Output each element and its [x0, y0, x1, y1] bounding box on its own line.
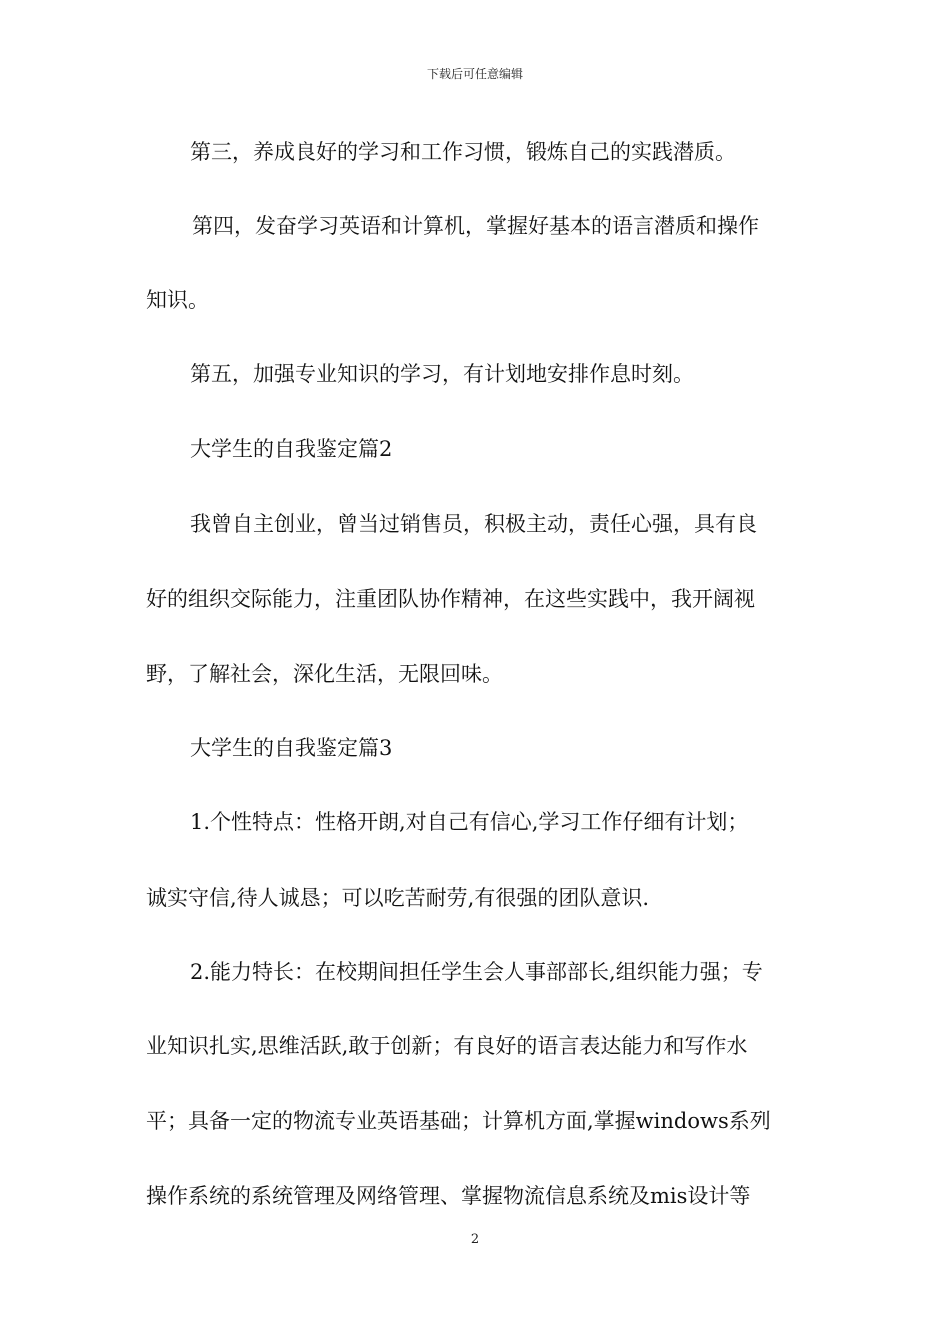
paragraph-line: 第四，发奋学习英语和计算机，掌握好基本的语言潜质和操作 — [192, 214, 759, 238]
paragraph-line: 第五，加强专业知识的学习，有计划地安排作息时刻。 — [190, 362, 694, 386]
paragraph-line: 我曾自主创业，曾当过销售员，积极主动，责任心强，具有良 — [190, 512, 757, 536]
paragraph-line: 诚实守信,待人诚恳；可以吃苦耐劳,有很强的团队意识. — [146, 886, 650, 910]
paragraph-line: 1.个性特点：性格开朗,对自己有信心,学习工作仔细有计划； — [190, 810, 749, 834]
paragraph-line: 操作系统的系统管理及网络管理、掌握物流信息系统及mis设计等 — [146, 1184, 751, 1208]
section-heading: 大学生的自我鉴定篇3 — [190, 736, 393, 760]
paragraph-line: 野，了解社会，深化生活，无限回味。 — [146, 662, 503, 686]
page-header: 下载后可任意编辑 — [426, 67, 523, 81]
paragraph-line: 业知识扎实,思维活跃,敢于创新；有良好的语言表达能力和写作水 — [146, 1034, 748, 1058]
page-number: 2 — [470, 1232, 480, 1247]
paragraph-line: 知识。 — [146, 288, 209, 312]
paragraph-line: 平；具备一定的物流专业英语基础；计算机方面,掌握windows系列 — [146, 1109, 771, 1133]
section-heading: 大学生的自我鉴定篇2 — [190, 437, 393, 461]
paragraph-line: 2.能力特长：在校期间担任学生会人事部部长,组织能力强；专 — [190, 960, 763, 984]
paragraph-line: 好的组织交际能力，注重团队协作精神，在这些实践中，我开阔视 — [146, 587, 755, 611]
paragraph-line: 第三，养成良好的学习和工作习惯，锻炼自己的实践潜质。 — [190, 140, 736, 164]
